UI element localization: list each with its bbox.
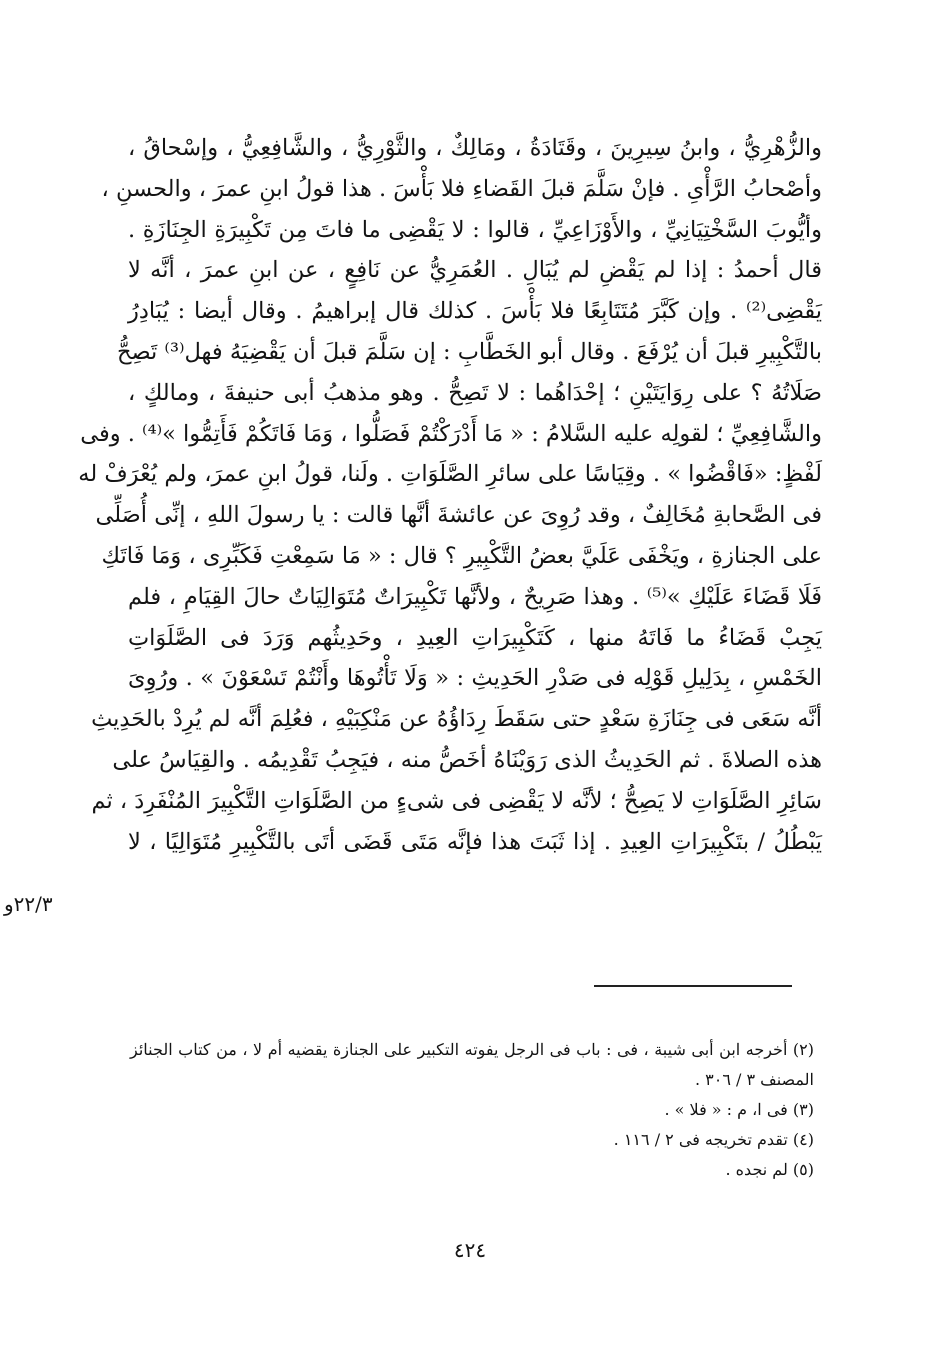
body-line: فى الصَّحابةِ مُخَالِفٌ ، وقد رُوِىَ عن عائشةَ أنَّها قالت : يا رسولَ اللهِ ، إنِّى أُصَلِّى [95,502,822,529]
body-line: أنَّه سَعَى فى جِنَازَةِ سَعْدٍ حتى سَقَطَ رِدَاؤُهُ عن مَنْكِبَيْهِ ، فعُلِمَ أنَّه لم يُرِدْ بالحَدِيثِ [91,706,822,733]
body-line: يَجِبْ قَضَاءُ ما فَاتَهُ منها ، كَتَكْبِيرَاتِ العِيدِ ، وحَدِيثُهم وَرَدَ فى الصَّلَوَاتِ [128,624,822,651]
body-text [78,128,822,862]
page-number: ٤٢٤ [453,1238,487,1262]
body-line: والشَّافِعِيِّ ؛ لقولِه عليه السَّلامُ : « مَا أَدْرَكْتُمْ فَصَلُّوا ، وَمَا فَاتَكُمْ فَأَتِمُّوا »⁽⁴⁾ . وفى [80,420,822,447]
footnote-line: (٥) لم نجده . [725,1160,814,1179]
body-line: سَائِرِ الصَّلَوَاتِ لا يَصِحُّ ؛ لأنَّه لا يَقْضِى فى شىءٍ من الصَّلَوَاتِ التَّكْبِيرَ المُنْفَرِدَ ، ثم [91,787,822,814]
body-line: بالتَّكْبِيرِ قبلَ أن يُرْفَعَ . وقال أبو الخَطَّابِ : إن سَلَّمَ قبلَ أن يَقْضِيَهُ فهل⁽³⁾ تَصِحُّ [116,338,822,365]
footnote-line: (٣) فى ا، م : « فلا » . [664,1100,814,1119]
footnote-line: (٤) تقدم تخريجه فى ٢ / ١١٦ . [613,1130,814,1149]
body-line: يَقْضِى⁽²⁾ . وإن كَبَّرَ مُتَتَابِعًا فلا بَأْسَ . كذلك قال إبراهيمُ . وقال أيضا : يُبَادِرُ [128,298,822,325]
footnote-line: المصنف ٣ / ٣٠٦ . [694,1070,814,1089]
body-line: هذه الصلاةَ . ثم الحَدِيثُ الذى رَوَيْنَاهُ أخَصُّ منه ، فيَجِبُ تَقْدِيمُه . والقِيَاسُ على [112,746,822,773]
body-line: وأيُّوبَ السَّخْتِيَانِيِّ ، والأَوْزَاعِيِّ ، قالوا : لا يَقْضِى ما فاتَ مِن تَكْبِيرَةِ الجِنَازَةِ . [128,216,822,243]
footnote-line: (٢) أخرجه ابن أبى شيبة ، فى : باب فى الرجل يفوته التكبير على الجنازة يقضيه أم لا ، من كتاب الجنائز [130,1040,815,1059]
body-line: صَلَاتُهُ ؟ على رِوَايَتَيْنِ ؛ إحْدَاهُما : لا تَصِحُّ . وهو مذهبُ أبى حنيفةَ ، ومالكٍ ، [128,379,822,406]
manuscript-folio-marker: ٢٢/٣و [4,892,53,916]
body-line: والزُّهْرِيُّ ، وابنُ سِيرِينَ ، وقَتَادَةُ ، ومَالِكٌ ، والثَّوْرِيُّ ، والشَّافِعِيُّ ، وإسْحاقُ ، [128,135,822,161]
body-line: لَفْظٍ: «فَاقْضُوا » . وقِيَاسًا على سائرِ الصَّلَوَاتِ . ولَنا، قولُ ابنِ عمرَ، ولم يُعْرَفْ له [78,461,822,488]
footnote-separator [594,985,792,987]
body-line: على الجنازةِ ، ويَخْفَى عَلَيَّ بعضُ التَّكْبِيرِ ؟ قال : « مَا سَمِعْتِ فَكَبِّرِى ، وَمَا فَاتَكِ [101,542,822,569]
footnotes [130,1035,814,1185]
body-line: فَلَا قَضَاءَ عَلَيْكِ »⁽⁵⁾ . وهذا صَرِيحٌ ، ولأنَّها تَكْبِيرَاتٌ مُتَوَالِيَاتٌ حالَ القِيَامِ ، فلم [128,583,822,610]
body-line: يَبْطُلُ / بتَكْبِيرَاتِ العِيدِ . إذا ثَبَتَ هذا فإنَّه مَتَى قَضَى أتَى بالتَّكْبِيرِ مُتَوَالِيًا ، لا [128,828,822,855]
body-line: الخَمْسِ ، بِدَلِيلِ قَوْلِه فى صَدْرِ الحَدِيثِ : « وَلَا تَأْتُوهَا وأَنْتُمْ تَسْعَوْنَ » . ورُوِىَ [128,665,822,692]
body-line: وأصْحابُ الرَّأْىِ . فإنْ سَلَّمَ قبلَ القَضاءِ فلا بَأْسَ . هذا قولُ ابنِ عمرَ ، والحسنِ ، [101,175,822,202]
body-line: قال أحمدُ : إذا لم يَقْضِ لم يُبَالِ . العُمَرِيُّ عن نَافِعٍ ، عن ابنِ عمرَ ، أنَّه لا [128,257,822,284]
